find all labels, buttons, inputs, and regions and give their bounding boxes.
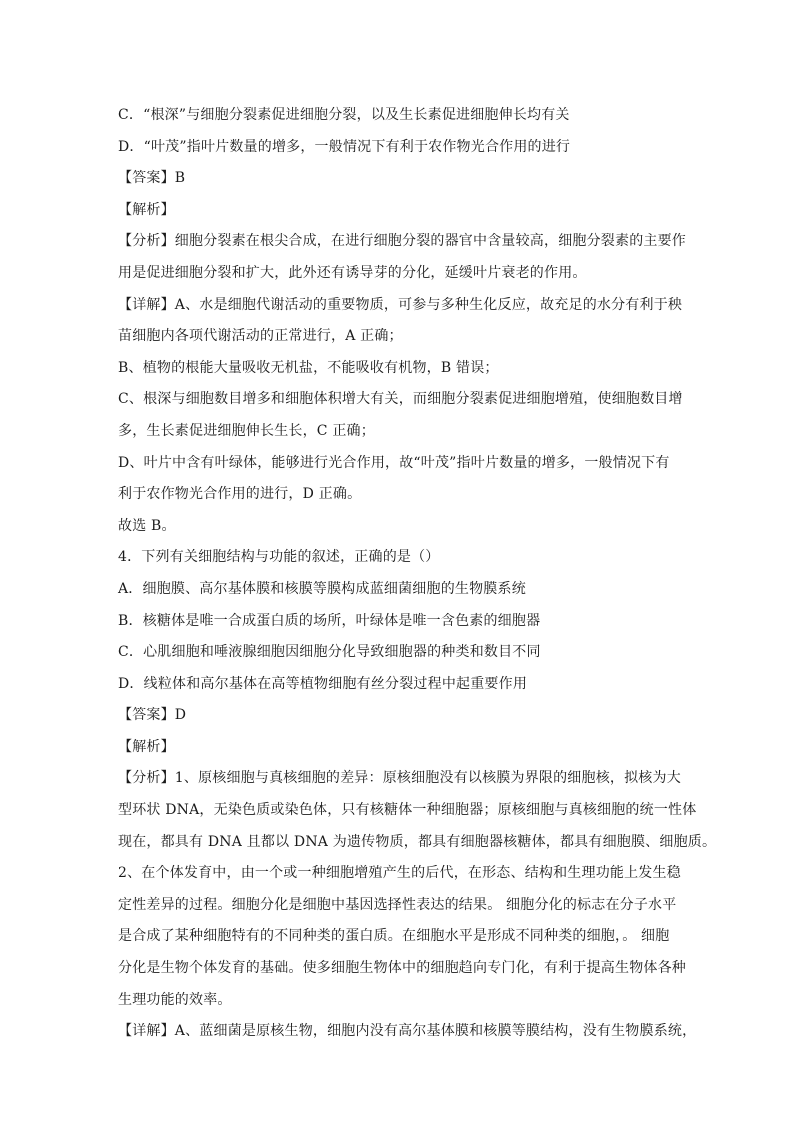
analysis-heading: 【解析】 <box>118 201 175 218</box>
detail-text-line: 利于农作物光合作用的进行，D 正确。 <box>118 486 362 503</box>
analysis-heading: 【解析】 <box>118 738 175 755</box>
analysis-text-line: 分化是生物个体发育的基础。使多细胞生物体中的细胞趋向专门化，有利于提高生物体各种 <box>118 960 686 977</box>
analysis-text-line: 型环状 DNA，无染色质或染色体，只有核糖体一种细胞器；原核细胞与真核细胞的统一性体 <box>118 802 697 819</box>
detail-text-line: D、叶片中含有叶绿体，能够进行光合作用，故“叶茂”指叶片数量的增多，一般情况下有 <box>118 454 670 471</box>
analysis-text-line: 现在，都具有 DNA 且都以 DNA 为遗传物质，都具有细胞器核糖体，都具有细胞膜、细胞质。 <box>118 833 717 850</box>
option-b-line: B．核糖体是唯一合成蛋白质的场所，叶绿体是唯一含色素的细胞器 <box>118 612 541 629</box>
analysis-text-line: 【分析】1、原核细胞与真核细胞的差异：原核细胞没有以核膜为界限的细胞核，拟核为大 <box>118 770 681 787</box>
page-content <box>118 100 717 1048</box>
analysis-text-line: 定性差异的过程。细胞分化是细胞中基因选择性表达的结果。 细胞分化的标志在分子水平 <box>118 896 677 913</box>
option-d-line: D．线粒体和高尔基体在高等植物细胞有丝分裂过程中起重要作用 <box>118 675 528 692</box>
analysis-text-line: 【分析】细胞分裂素在根尖合成，在进行细胞分裂的器官中含量较高，细胞分裂素的主要作 <box>118 233 686 250</box>
detail-text-line: 【详解】A、蓝细菌是原核生物，细胞内没有高尔基体膜和核膜等膜结构，没有生物膜系统， <box>118 1023 697 1040</box>
analysis-text-line: 2、在个体发育中，由一个或一种细胞增殖产生的后代，在形态、结构和生理功能上发生稳 <box>118 865 681 882</box>
analysis-text-line: 生理功能的效率。 <box>118 991 232 1008</box>
analysis-text-line: 是合成了某种细胞特有的不同种类的蛋白质。在细胞水平是形成不同种类的细胞，。 细胞 <box>118 928 670 945</box>
conclusion-line: 故选 B。 <box>118 517 176 534</box>
detail-text-line: C、根深与细胞数目增多和细胞体积增大有关，而细胞分裂素促进细胞增殖，使细胞数目增 <box>118 391 683 408</box>
detail-text-line: 【详解】A、水是细胞代谢活动的重要物质，可参与多种生化反应，故充足的水分有利于秧 <box>118 296 683 313</box>
detail-text-line: 苗细胞内各项代谢活动的正常进行，A 正确； <box>118 328 403 345</box>
detail-text-line: B、植物的根能大量吸收无机盐，不能吸收有机物，B 错误； <box>118 359 499 376</box>
detail-text-line: 多，生长素促进细胞伸长生长，C 正确； <box>118 422 375 439</box>
question-4-stem: 4．下列有关细胞结构与功能的叙述，正确的是（） <box>118 549 440 566</box>
option-d-line: D．“叶茂”指叶片数量的增多，一般情况下有利于农作物光合作用的进行 <box>118 138 571 155</box>
option-c-line: C．“根深”与细胞分裂素促进细胞分裂，以及生长素促进细胞伸长均有关 <box>118 107 570 123</box>
answer-line: 【答案】D <box>118 707 187 724</box>
answer-line: 【答案】B <box>118 170 186 187</box>
analysis-text-line: 用是促进细胞分裂和扩大，此外还有诱导芽的分化，延缓叶片衰老的作用。 <box>118 264 587 281</box>
option-a-line: A．细胞膜、高尔基体膜和核膜等膜构成蓝细菌细胞的生物膜系统 <box>118 580 526 597</box>
option-c-line: C．心肌细胞和唾液腺细胞因细胞分化导致细胞器的种类和数目不同 <box>118 644 541 661</box>
